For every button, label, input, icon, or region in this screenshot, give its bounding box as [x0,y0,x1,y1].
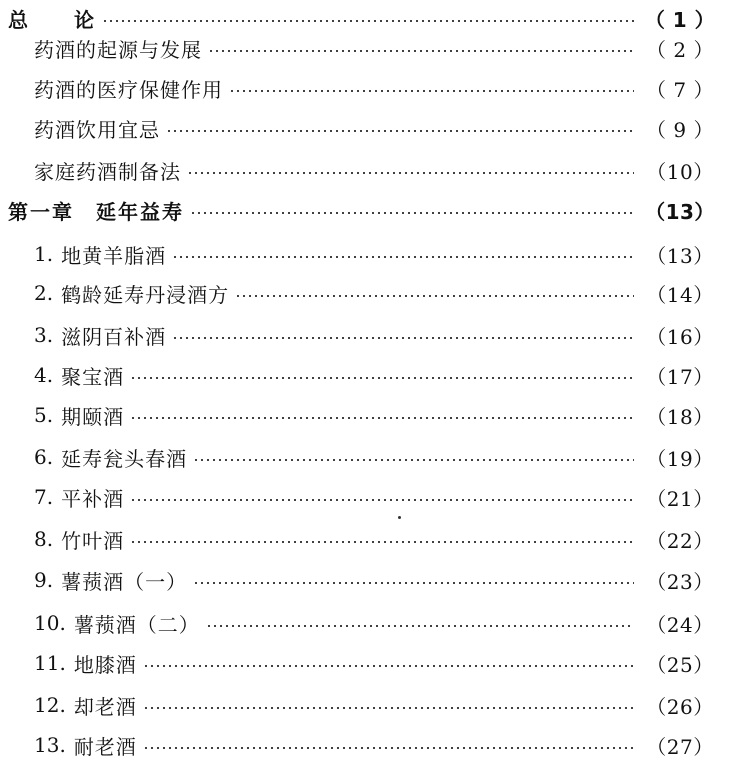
toc-entry-title: 药酒的起源与发展 [34,37,202,62]
toc-entry [34,477,722,517]
toc-entry-page: （19） [646,446,714,471]
dot-leader [190,212,634,214]
dot-leader [130,417,634,419]
dot-leader [143,707,634,709]
toc-entry-page: （26） [646,694,714,719]
dot-leader [187,172,634,174]
dot-leader [206,625,634,627]
toc-entry-number: 1. [34,242,54,266]
toc-entry-page: （ 2 ） [646,37,714,62]
toc-entry-number: 6. [34,445,54,469]
toc-entry [34,150,722,190]
toc-entry-title: 耐老酒 [73,734,137,759]
toc-entry-title: 家庭药酒制备法 [34,159,181,184]
dot-leader [193,582,634,584]
toc-entry-title: 地膝酒 [73,652,137,677]
toc-entry [34,273,722,313]
toc-entry [34,437,722,477]
toc-entry-title: 延寿瓮头春酒 [61,446,188,471]
toc-entry-title: 地黄羊脂酒 [61,243,167,268]
dot-leader [130,499,634,501]
stray-mark [398,516,401,519]
toc-entry-number: 2. [34,281,54,305]
toc-entry [34,234,722,274]
toc-entry-number: 5. [34,403,54,427]
toc-entry [34,108,722,148]
toc-entry-number: 8. [34,527,54,551]
dot-leader [172,256,634,258]
toc-entry-number: 12. [34,693,66,717]
toc-entry-page: （14） [646,282,714,307]
toc-entry-number: 7. [34,485,54,509]
toc-entry-title: 薯蓣酒（二） [73,612,200,637]
toc-entry-page: （24） [646,612,714,637]
toc-entry-page: （ 7 ） [646,77,714,102]
toc-entry-page: （27） [646,734,714,759]
toc-entry [34,28,722,68]
toc-entry [34,519,722,559]
toc-entry-page: （21） [646,486,714,511]
toc-entry-number: 9. [34,568,54,592]
toc-entry-title: 聚宝酒 [61,364,125,389]
toc-entry [8,190,722,230]
toc-entry-page: （23） [646,569,714,594]
toc-entry-title: 总 论 [8,7,96,32]
toc-entry [34,725,722,765]
toc-entry-title: 却老酒 [73,694,137,719]
dot-leader [143,747,634,749]
toc-entry-page: （16） [646,324,714,349]
dot-leader [172,337,634,339]
toc-entry [34,395,722,435]
toc-entry-title: 平补酒 [61,486,125,511]
toc-entry-number: 4. [34,363,54,387]
toc-entry-title: 竹叶酒 [61,528,125,553]
dot-leader [229,90,634,92]
dot-leader [193,459,634,461]
dot-leader [166,130,634,132]
toc-entry-page: （13） [645,199,715,224]
toc-entry-number: 3. [34,323,54,347]
toc-entry-number: 10. [34,611,66,635]
dot-leader [130,377,634,379]
toc-entry-page: （ 1 ） [644,7,716,32]
dot-leader [208,50,634,52]
toc-entry [34,685,722,725]
toc-entry-page: （18） [646,404,714,429]
toc-entry-title: 滋阴百补酒 [61,324,167,349]
toc-entry [34,68,722,108]
dot-leader [235,295,634,297]
toc-entry [34,643,722,683]
dot-leader [102,20,634,22]
toc-entry-page: （13） [646,243,714,268]
toc-entry-page: （ 9 ） [646,117,714,142]
dot-leader [130,541,634,543]
toc-entry-title: 药酒饮用宜忌 [34,117,160,142]
toc-entry-title: 鹤龄延寿丹浸酒方 [61,282,230,307]
toc-entry-title: 薯蓣酒（一） [61,569,188,594]
toc-entry [34,355,722,395]
toc-entry-page: （10） [646,159,714,184]
toc-entry-page: （25） [646,652,714,677]
toc-entry-title: 第一章 延年益寿 [8,199,184,224]
toc-entry-number: 13. [34,733,66,757]
dot-leader [143,665,634,667]
toc-entry [34,603,722,643]
toc-entry-title: 药酒的医疗保健作用 [34,77,223,102]
toc-entry-page: （17） [646,364,714,389]
toc-entry-title: 期颐酒 [61,404,125,429]
toc-entry [34,315,722,355]
toc-entry [34,560,722,600]
toc-entry-number: 11. [34,651,66,675]
toc-entry-page: （22） [646,528,714,553]
